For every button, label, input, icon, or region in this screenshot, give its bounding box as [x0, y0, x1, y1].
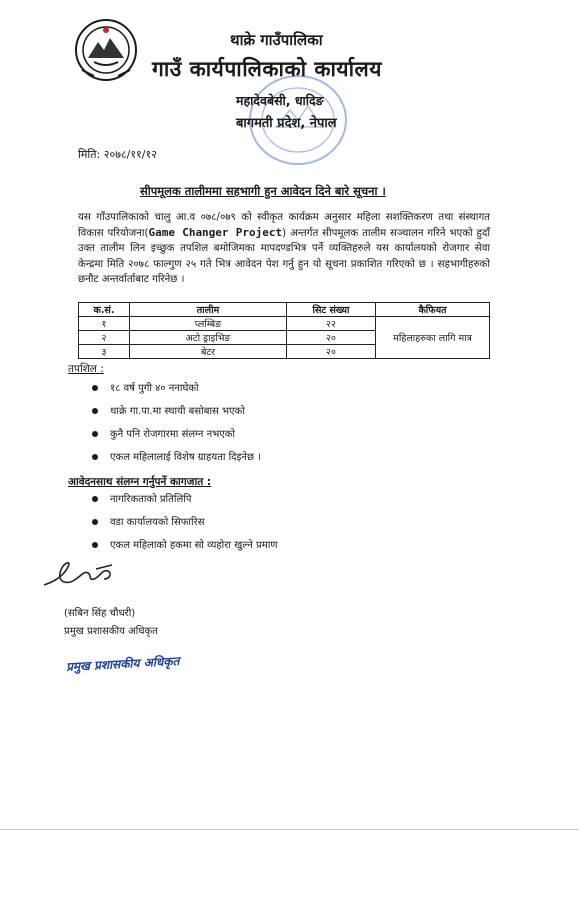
- table-row: [79, 317, 490, 331]
- table-header-sn: क.सं.: [79, 303, 130, 317]
- table-header-training: तालीम: [130, 303, 287, 317]
- bullet-icon: [92, 431, 98, 437]
- province-name: बागमती प्रदेश, नेपाल: [236, 116, 337, 131]
- table-cell-remark: महिलाहरुका लागि मात्र: [376, 317, 490, 359]
- government-emblem-icon: [74, 18, 138, 82]
- documents-list: [92, 492, 278, 561]
- designation-stamp: प्रमुख प्रशासकीय अधिकृत: [65, 654, 180, 674]
- table-cell-seats: २०: [287, 331, 376, 345]
- list-item: [92, 427, 261, 450]
- signatory-role: प्रमुख प्रशासकीय अधिकृत: [64, 626, 158, 637]
- handwritten-signature: [38, 555, 128, 595]
- notice-date: मिति: २०७८/११/१२: [78, 148, 157, 161]
- table-header-seats: सिट संख्या: [287, 303, 376, 317]
- municipality-name: थाक्रे गाउँपालिका: [230, 31, 323, 49]
- list-item: [92, 404, 261, 427]
- page-divider: [0, 829, 579, 830]
- list-item: [92, 450, 261, 473]
- criteria-list: [92, 381, 261, 473]
- project-name: Game Changer Project: [148, 226, 283, 240]
- bullet-icon: [92, 454, 98, 460]
- bullet-icon: [92, 385, 98, 391]
- criteria-text: एकल महिलालाई विशेष ग्राहयता दिइनेछ ।: [110, 452, 261, 463]
- table-cell-training: प्लम्बिङ: [130, 317, 287, 331]
- body-text-part2: ) अन्तर्गत सीपमूलक तालीम सञ्चालन गरिने भएको हुदाँ उक्त तालीम लिन इच्छुक तपशिल बमोजिमका मापदण्डभित्र पर्ने व्यक्तिहरुले यस कार्यालयको रोजगार सेवा केन्द्रमा मिति २०७८ फाल्गुण २५ गते भित्र आवेदन पेश गर्नु हुन यो सूचना प्रकाशित गरिएको छ । सहभागीहरुको छनौट अन्तर्वार्ताबाट गरिनेछ ।: [78, 228, 490, 285]
- table-cell-seats: २२: [287, 317, 376, 331]
- document-text: नागरिकताको प्रतिलिपि: [110, 494, 192, 505]
- criteria-text: १८ वर्ष पुगी ४० ननाघेको: [110, 383, 199, 394]
- notice-subject: सीपमूलक तालीममा सहभागी हुन आवेदन दिने बारे सूचना ।: [140, 184, 386, 198]
- table-cell-training: बेटर: [130, 345, 287, 359]
- office-title: गाउँ कार्यपालिकाको कार्यालय: [152, 57, 382, 81]
- list-item: [92, 381, 261, 404]
- documents-label: आवेदनसाथ संलग्न गर्नुपर्ने कागजात :: [68, 476, 212, 488]
- bullet-icon: [92, 542, 98, 548]
- list-item: [92, 515, 278, 538]
- document-text: वडा कार्यालयको सिफारिस: [110, 517, 205, 528]
- list-item: [92, 492, 278, 515]
- table-header-remark: कैफियत: [376, 303, 490, 317]
- signatory-name: (सबिन सिंह चौधरी): [64, 608, 136, 619]
- training-table: [78, 302, 490, 359]
- bullet-icon: [92, 496, 98, 502]
- criteria-label: तपशिल :: [68, 363, 104, 375]
- table-header-row: [79, 303, 490, 317]
- table-cell-sn: ३: [79, 345, 130, 359]
- office-address: महादेवबेसी, धादिङ: [236, 93, 324, 108]
- body-text-part1: यस गाँउपालिकाको चालु आ.व ०७८/०७९ को स्वीकृत कार्यक्रम अनुसार महिला सशक्तिकरण तथा संस्थागत विकास परियोजना(: [78, 212, 490, 240]
- table-cell-seats: २०: [287, 345, 376, 359]
- notice-body: [78, 210, 490, 287]
- table-cell-sn: २: [79, 331, 130, 345]
- bullet-icon: [92, 519, 98, 525]
- table-cell-training: अटो ड्राइभिङ: [130, 331, 287, 345]
- criteria-text: थाक्रे गा.पा.मा स्थायी बसोबास भएको: [110, 406, 245, 417]
- table-cell-sn: १: [79, 317, 130, 331]
- criteria-text: कुनै पनि रोजगारमा संलग्न नभएको: [110, 429, 236, 440]
- bullet-icon: [92, 408, 98, 414]
- document-text: एकल महिलाको हकमा सो व्यहोरा खुल्ने प्रमाण: [110, 540, 278, 551]
